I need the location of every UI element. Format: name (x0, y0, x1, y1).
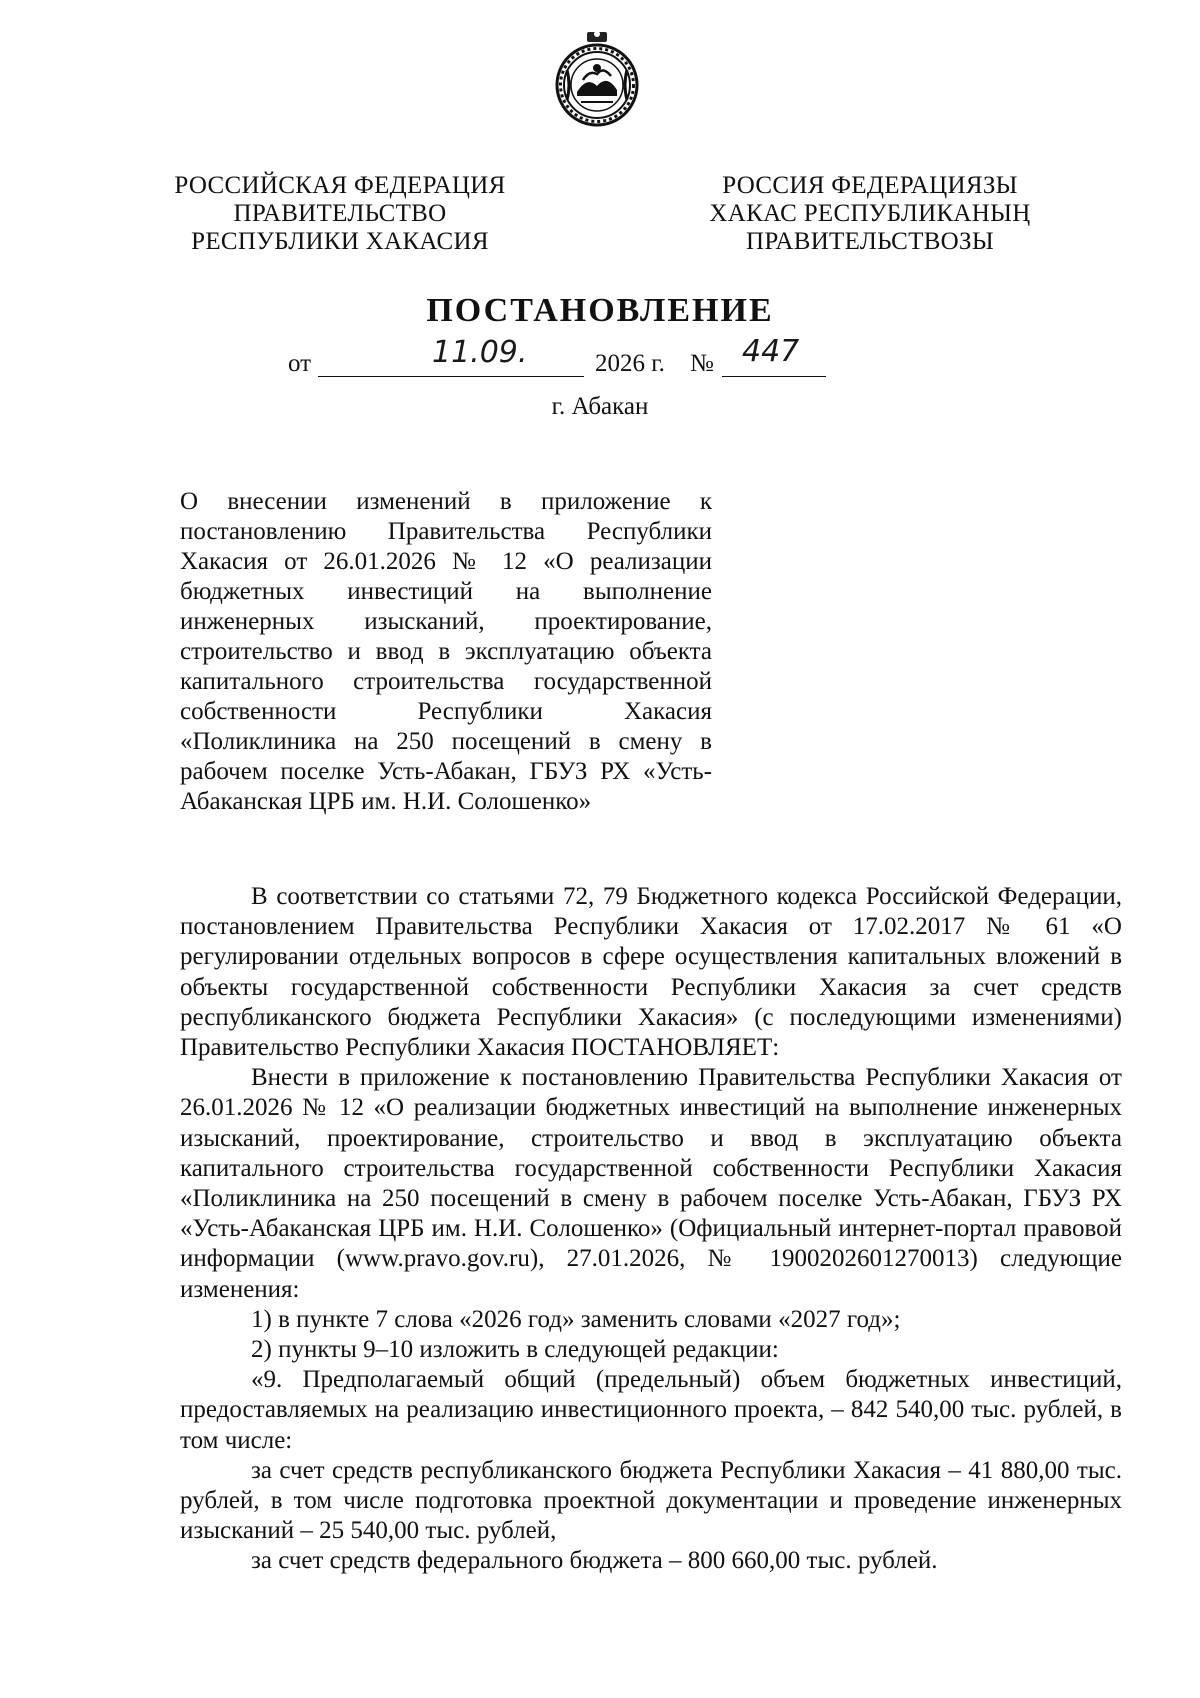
header-right-line-1: РОССИЯ ФЕДЕРАЦИЯЗЫ (722, 172, 1018, 199)
city-label: г. Абакан (551, 393, 649, 420)
header-left-block (160, 172, 520, 256)
date-underline (318, 376, 584, 377)
body-paragraph-federal-budget: за счет средств федерального бюджета – 800 660,00 тыс. рублей. (251, 1547, 938, 1575)
date-from-label: от (288, 350, 312, 377)
number-handwritten: 447 (742, 334, 800, 369)
date-handwritten: 11.09. (432, 335, 528, 370)
body-item-1: 1) в пункте 7 слова «2026 год» заменить словами «2027 год»; (251, 1305, 901, 1333)
coat-of-arms-emblem (553, 30, 641, 130)
header-left-line-3: РЕСПУБЛИКИ ХАКАСИЯ (191, 228, 489, 255)
number-label: № (690, 350, 714, 377)
header-right-block (690, 172, 1050, 256)
header-left-line-2: ПРАВИТЕЛЬСТВО (233, 200, 447, 227)
body-item-2: 2) пункты 9–10 изложить в следующей редакции: (251, 1336, 779, 1364)
header-right-line-2: ХАКАС РЕСПУБЛИКАНЫҢ (709, 200, 1031, 227)
document-type-title: ПОСТАНОВЛЕНИЕ (426, 292, 774, 329)
body-paragraph-point-9: «9. Предполагаемый общий (предельный) объем бюджетных инвестиций, предоставляемых на реализацию инвестиционного проекта, – 842 540,00 тыс. рублей, в том числе: (180, 1366, 1122, 1454)
header-right-line-3: ПРАВИТЕЛЬСТВОЗЫ (746, 228, 994, 255)
document-subject (180, 487, 712, 817)
document-body (180, 882, 1122, 1577)
date-year: 2026 г. (595, 350, 665, 377)
body-paragraph-preamble: В соответствии со статьями 72, 79 Бюджетного кодекса Российской Федерации, постановлением Правительства Республики Хакасия от 17.02.2017 № 61 «О регулировании отдельных вопросов в сфере осуществления капитальных вложений в объекты государственной собственности Республики Хакасия за счет средств республиканского бюджета Республики Хакасия» (с последующими изменениями) Правительство Республики Хакасия ПОСТАНОВЛЯЕТ: (180, 883, 1122, 1062)
body-paragraph-regional-budget: за счет средств республиканского бюджета Республики Хакасия – 41 880,00 тыс. рублей, в том числе подготовка проектной документации и проведение инженерных изысканий – 25 540,00 тыс. рублей, (180, 1456, 1122, 1545)
number-underline (722, 376, 826, 377)
header-left-line-1: РОССИЙСКАЯ ФЕДЕРАЦИЯ (174, 172, 506, 199)
body-paragraph-decision: Внести в приложение к постановлению Правительства Республики Хакасия от 26.01.2026 № 12 «О реализации бюджетных инвестиций на выполнение инженерных изысканий, проектирование, строительство и ввод в эксплуатацию объекта капитального строительства государственной собственности Республики Хакасия «Поликлиника на 250 посещений в смену в рабочем поселке Усть-Абакан, ГБУЗ РХ «Усть-Абаканская ЦРБ им. Н.И. Солошенко» (Официальный интернет-портал правовой информации (www.pravo.gov.ru), 27.01.2026, № 1900202601270013) следующие изменения: (180, 1064, 1122, 1303)
subject-text: О внесении изменений в приложение к постановлению Правительства Республики Хакасия от 26.01.2026 № 12 «О реализации бюджетных инвестиций на выполнение инженерных изысканий, проектирование, строительство и ввод в эксплуатацию объекта капитального строительства государственной собственности Республики Хакасия «Поликлиника на 250 посещений в смену в рабочем поселке Усть-Абакан, ГБУЗ РХ «Усть-Абаканская ЦРБ им. Н.И. Солошенко» (180, 488, 712, 815)
